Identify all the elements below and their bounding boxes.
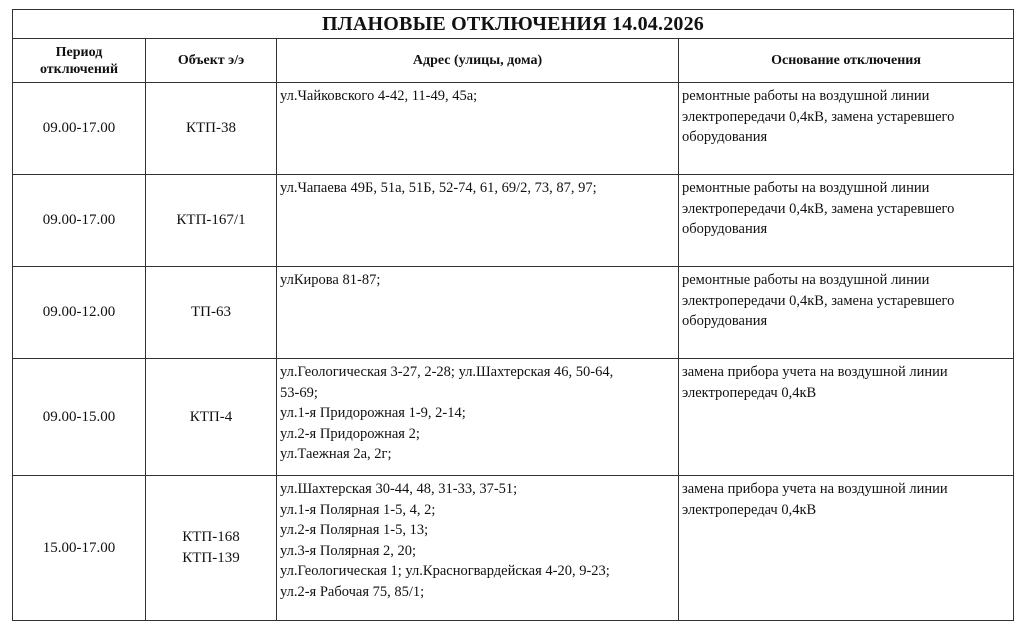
reason-line: электропередачи 0,4кВ, замена устаревшего bbox=[682, 108, 955, 125]
reason-line: оборудования bbox=[682, 221, 768, 237]
address-line: ул.2-я Придорожная 2; bbox=[280, 425, 420, 442]
reason-line: электропередач 0,4кВ bbox=[682, 384, 817, 401]
object-label: КТП-139 bbox=[182, 550, 240, 566]
address-line: ул.Шахтерская 30-44, 48, 31-33, 37-51; bbox=[280, 481, 518, 497]
reason-line: оборудования bbox=[682, 313, 768, 329]
table-row bbox=[13, 267, 1014, 359]
address-line: 53-69; bbox=[280, 384, 318, 401]
outage-table bbox=[12, 9, 1014, 621]
header-address: Адрес (улицы, дома) bbox=[277, 39, 679, 83]
table-row bbox=[13, 476, 1014, 621]
object-cell bbox=[146, 267, 277, 359]
header-object: Объект э/э bbox=[146, 39, 277, 83]
header-reason: Основание отключения bbox=[679, 39, 1014, 83]
object-label: КТП-4 bbox=[189, 408, 233, 425]
table-row bbox=[13, 175, 1014, 267]
address-line: ул.Чапаева 49Б, 51а, 51Б, 52-74, 61, 69/2, 73, 87, 97; bbox=[280, 180, 597, 196]
address-cell bbox=[277, 83, 679, 175]
object-label: КТП-168 bbox=[182, 529, 240, 545]
object-label: КТП-167/1 bbox=[176, 212, 246, 228]
object-label: КТП-38 bbox=[186, 120, 236, 136]
object-cell bbox=[146, 476, 277, 621]
address-cell bbox=[277, 359, 679, 476]
reason-cell bbox=[679, 83, 1014, 175]
outage-schedule-sheet bbox=[12, 9, 1013, 629]
address-line: ул.1-я Полярная 1-5, 4, 2; bbox=[280, 501, 436, 518]
address-line: ул.Чайковского 4-42, 11-49, 45а; bbox=[280, 88, 478, 104]
header-period bbox=[13, 39, 146, 83]
reason-cell bbox=[679, 175, 1014, 267]
reason-cell bbox=[679, 359, 1014, 476]
header-period-line1: Период bbox=[55, 44, 103, 60]
address-line: ул.1-я Придорожная 1-9, 2-14; bbox=[280, 405, 466, 421]
table-title: ПЛАНОВЫЕ ОТКЛЮЧЕНИЯ 14.04.2026 bbox=[13, 10, 1014, 39]
reason-line: ремонтные работы на воздушной линии bbox=[682, 88, 930, 104]
period-cell: 09.00-17.00 bbox=[13, 83, 146, 175]
address-cell bbox=[277, 267, 679, 359]
address-line: улКирова 81-87; bbox=[280, 272, 381, 288]
table-row bbox=[13, 359, 1014, 476]
address-cell bbox=[277, 175, 679, 267]
reason-line: электропередачи 0,4кВ, замена устаревшего bbox=[682, 292, 955, 309]
reason-cell bbox=[679, 476, 1014, 621]
reason-line: ремонтные работы на воздушной линии bbox=[682, 180, 930, 196]
period-cell: 09.00-17.00 bbox=[13, 175, 146, 267]
period-cell: 09.00-12.00 bbox=[13, 267, 146, 359]
object-label: ТП-63 bbox=[191, 304, 231, 320]
address-cell bbox=[277, 476, 679, 621]
address-line: ул.2-я Полярная 1-5, 13; bbox=[280, 522, 429, 538]
reason-line: замена прибора учета на воздушной линии bbox=[682, 481, 948, 497]
address-line: ул.3-я Полярная 2, 20; bbox=[280, 542, 417, 559]
header-period-line2: отключений bbox=[39, 61, 119, 77]
address-line: ул.2-я Рабочая 75, 85/1; bbox=[280, 583, 425, 600]
reason-cell bbox=[679, 267, 1014, 359]
table-row bbox=[13, 83, 1014, 175]
header-row bbox=[13, 39, 1014, 83]
reason-line: электропередачи 0,4кВ, замена устаревшего bbox=[682, 200, 955, 217]
reason-line: оборудования bbox=[682, 129, 768, 145]
period-cell: 09.00-15.00 bbox=[13, 359, 146, 476]
period-cell: 15.00-17.00 bbox=[13, 476, 146, 621]
object-cell bbox=[146, 359, 277, 476]
object-cell bbox=[146, 83, 277, 175]
reason-line: ремонтные работы на воздушной линии bbox=[682, 272, 930, 288]
object-cell bbox=[146, 175, 277, 267]
reason-line: электропередач 0,4кВ bbox=[682, 501, 817, 518]
address-line: ул.Геологическая 1; ул.Красногвардейская 4-20, 9-23; bbox=[280, 563, 610, 579]
reason-line: замена прибора учета на воздушной линии bbox=[682, 364, 948, 380]
address-line: ул.Геологическая 3-27, 2-28; ул.Шахтерская 46, 50-64, bbox=[280, 364, 614, 380]
address-line: ул.Таежная 2а, 2г; bbox=[280, 446, 392, 462]
